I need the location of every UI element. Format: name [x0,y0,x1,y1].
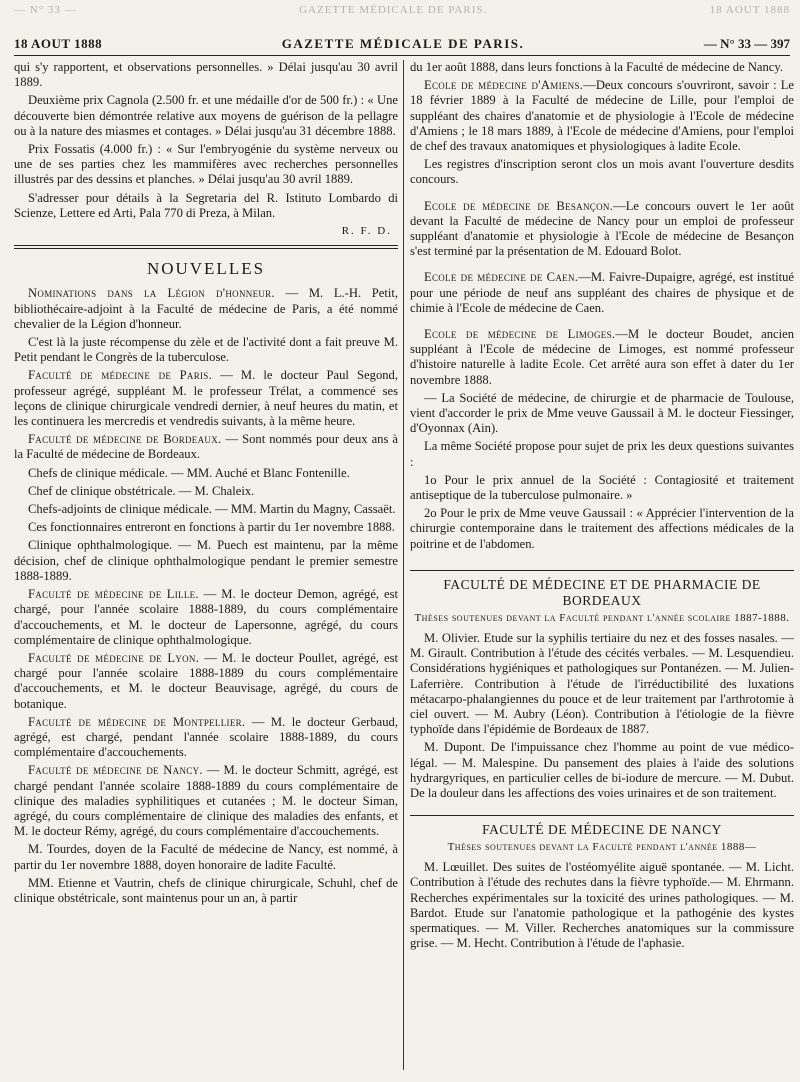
news-heading: Ecole de médecine de Limoges. [424,327,616,342]
news-text: —M. Faivre-Dupaigre, agrégé, est institué pour une période de neuf ans suppléant des chaires de physique et de chimie à l'Ecole de médecine de Caen. [410,270,794,315]
paragraph: 2o Pour le prix de Mme veuve Gaussail : « Apprécier l'intervention de la chirurgie contemporaine dans le traitement des affections médicales de la poitrine et de l'abdomen. [410,506,794,551]
news-item [410,270,794,316]
paragraph: Chefs-adjoints de clinique médicale. — MM. Martin du Magny, Cassaët. [28,502,396,517]
news-text: — M. L.-H. Petit, bibliothécaire-adjoint à la Faculté de médecine de Paris, a été nommé chevalier de la Légion d'honneur. [14,286,398,331]
theses-subtitle: Thèses soutenues devant la Faculté pendant l'année scolaire 1887-1888. [414,611,790,624]
faint-date: 18 AOUT 1888 [709,4,790,16]
paragraph: Prix Fossatis (4.000 fr.) : « Sur l'embryogénie du système nerveux ou une de ses parties chez les mammifères avec recherches personnelles illustrés par des dessins et planches. » Délai jusqu'au 30 avril 1889. [14,142,398,187]
news-text: — M. le docteur Gerbaud, agrégé, est chargé, pendant l'année scolaire 1888-1889, du cours complémentaire d'accouchements. [14,714,398,760]
news-heading: Faculté de médecine de Bordeaux. [28,432,222,447]
section-title: NOUVELLES [146,259,266,279]
news-item [410,327,794,388]
paragraph: C'est là la juste récompense du zèle et de l'activité dont a fait preuve M. Petit pendant le Congrès de la tuberculose. [14,335,398,365]
news-heading: Ecole de médecine de Besançon. [424,198,614,213]
paragraph: S'adresser pour détails à la Segretaria del R. Istituto Lombardo di Scienze, Lettere ed Arti, Pala 770 di Preza, à Milan. [14,190,398,220]
news-heading: Faculté de médecine de Lyon. [28,650,200,665]
paragraph: Chefs de clinique médicale. — MM. Auché et Blanc Fontenille. [28,465,350,480]
right-column [410,60,794,1072]
paragraph: — La Société de médecine, de chirurgie et de pharmacie de Toulouse, vient d'accorder le prix de Mme veuve Gaussail à M. le docteur Fiessinger, d'Oyonnax (Ain). [410,390,794,436]
news-heading: Ecole de médecine d'Amiens. [424,78,584,93]
issue-date: 18 AOUT 1888 [14,36,103,51]
section-rule [410,570,794,571]
paragraph: Les registres d'inscription seront clos un mois avant l'ouverture desdits concours. [410,157,794,187]
page-header [14,33,790,56]
section-rule [410,815,794,816]
paragraph: MM. Etienne et Vautrin, chefs de clinique chirurgicale, Schuhl, chef de clinique obstétricale, sont maintenus pour un an, à partir [14,875,398,905]
paragraph: 1o Pour le prix annuel de la Société : Contagiosité et traitement antiseptique de la tuberculose pulmonaire. » [410,472,794,503]
paragraph: M. Tourdes, doyen de la Faculté de médecine de Nancy, est nommé, à partir du 1er novembre 1888, doyen honoraire de ladite Faculté. [14,842,398,872]
theses-subtitle: Thèses soutenues devant la Faculté pendant l'année 1888— [447,841,757,854]
column-divider [403,60,404,1070]
news-item [14,432,398,462]
paragraph: M. Dupont. De l'impuissance chez l'homme au point de vue médico-légal. — M. Malespine. Du pansement des plaies à l'aide des solutions hydrargyriques, en particulier celles de bi-iodure de mercure. — M. Dubut. De la douleur dans les affections des voies urinaires et de son traitement. [410,740,794,800]
news-text: — M. le docteur Paul Segond, professeur agrégé, suppléant M. le professeur Trélat, a commencé ses leçons de clinique chirurgicale vendredi dernier, à neuf heures du matin, et les continuera les mercredis et vendredis suivants, à la même heure. [14,368,398,429]
paragraph: M. Olivier. Etude sur la syphilis tertiaire du nez et des fosses nasales. — M. Girault. Contribution à l'étude des cécités verbales. — M. Lesquendieu. Considérations hygiéniques et pathologiques sur Pontanézen. — M. Julien-Laferrière. Contribution à l'étude de l'irréductibilité des luxations métacarpo-phalangiennes du pouce et de leur traitement par l'arthrotomie à ciel ouvert. — M. Aubry (Léon). Contribution à l'étiologie de la fièvre typhoïde dans l'épidémie de Bordeaux de 1887. [410,630,794,737]
news-item [14,763,398,839]
paragraph: qui s'y rapportent, et observations personnelles. » Délai jusqu'au 30 avril 1889. [14,60,398,90]
paragraph: Chef de clinique obstétricale. — M. Chaleix. [28,483,255,498]
news-text: —M le docteur Boudet, ancien suppléant à l'Ecole de médecine de Limoges, est nommé professeur d'histoire naturelle à ladite Ecole. Cet arrêté aura son effet à dater du 1er novembre 1888. [410,327,794,387]
news-text: — M. le docteur Demon, agrégé, est chargé, pour l'année scolaire 1888-1889, du cours complémentaire d'accouchements, et M. le docteur de Lapersonne, agrégé, du cours complémentaire de clinique ophthalmologique. [14,587,398,647]
news-item [14,715,398,761]
signature: R. F. D. [341,225,392,238]
news-heading: Faculté de médecine de Lille. [28,587,199,602]
news-item [14,368,398,429]
news-item [14,286,398,332]
faculty-title: FACULTÉ DE MÉDECINE DE NANCY [482,822,722,838]
news-text: —Le concours ouvert le 1er août devant la Faculté de médecine de Nancy pour un emploi de professeur suppléant d'anatomie et physiologie à l'Ecole de médecine de Besançon s'est terminé par la présentation de M. Edouard Bolot. [410,198,794,259]
issue-page-number: — N° 33 — 397 [703,36,790,51]
paragraph: Clinique ophthalmologique. — M. Puech est maintenu, par la même décision, chef de clinique ophthalmologique pendant le premier semestre 1888-1889. [14,538,398,583]
faculty-title: FACULTÉ DE MÉDECINE ET DE PHARMACIE DE BORDEAUX [443,576,761,608]
journal-title: GAZETTE MÉDICALE DE PARIS. [281,36,525,51]
spacer [410,191,794,199]
news-item [14,587,398,648]
spacer [410,262,794,270]
faint-title: GAZETTE MÉDICALE DE PARIS. [299,4,488,16]
news-text: — M. le docteur Schmitt, agrégé, est chargé pendant l'année scolaire 1888-1889 du cours complémentaire de clinique des maladies syphilitiques et cutanées ; M. le docteur Siman, agrégé, du cours complémentaire de clinique des maladies des enfants, et M. le docteur Rémy, agrégé, du cours complémentaire d'accouchements. [14,763,398,839]
newspaper-page [14,0,794,1082]
left-column [14,60,398,1072]
news-item [410,199,794,260]
news-heading: Faculté de médecine de Nancy. [28,763,203,778]
paragraph: Ces fonctionnaires entreront en fonctions à partir du 1er novembre 1888. [28,520,395,535]
news-item [14,651,398,712]
news-text: — Sont nommés pour deux ans à la Faculté de médecine de Bordeaux. [14,432,398,462]
paragraph: Deuxième prix Cagnola (2.500 fr. et une médaille d'or de 500 fr.) : « Une découverte bien démontrée relative aux moyens de guérison de la pellagre ou à la nature des miasmes et contages. » Délai jusqu'au 31 décembre 1888. [14,93,398,138]
paragraph: M. Lœuillet. Des suites de l'ostéomyélite aiguë spontanée. — M. Licht. Contribution à l'étude des rechutes dans la fièvre typhoïde.— M. Ehrmann. Recherches expérimentales sur la toxicité des urines pathologiques. — M. Bardot. Etude sur l'anatomie pathologique et la pathogénie des kystes spermatiques. — M. Viller. Recherches anatomiques sur la commissure grise. — M. Hecht. Contribution à l'étude de l'aphasie. [410,860,794,951]
paragraph: du 1er août 1888, dans leurs fonctions à la Faculté de médecine de Nancy. [410,60,784,74]
news-heading: Ecole de médecine de Caen. [424,270,579,285]
news-item [410,78,794,154]
faint-number: — N° 33 — [14,4,77,16]
news-heading: Nominations dans la Légion d'honneur. [28,286,275,301]
section-rule [14,245,398,249]
news-heading: Faculté de médecine de Montpellier. [28,714,246,729]
news-text: — M. le docteur Poullet, agrégé, est chargé pour l'année scolaire 1888-1889 du cours complémentaire d'accouchements, et M. le docteur Beauvisage, agrégé, du cours de botanique. [14,650,398,711]
spacer [410,319,794,327]
bleed-through-header [14,4,790,22]
paragraph: La même Société propose pour sujet de prix les deux questions suivantes : [410,439,794,469]
news-text: —Deux concours s'ouvriront, savoir : Le 18 février 1889 à la Faculté de médecine de Lille, pour l'emploi de suppléant des chaires d'anatomie et de physiologie à l'Ecole de médecine d'Amiens ; le 18 mars 1889, à l'Ecole de médecine d'Amiens, pour l'emploi de chef des travaux anatomiques et physiologiques à ladite Ecole. [410,78,794,154]
news-heading: Faculté de médecine de Paris. [28,368,213,383]
